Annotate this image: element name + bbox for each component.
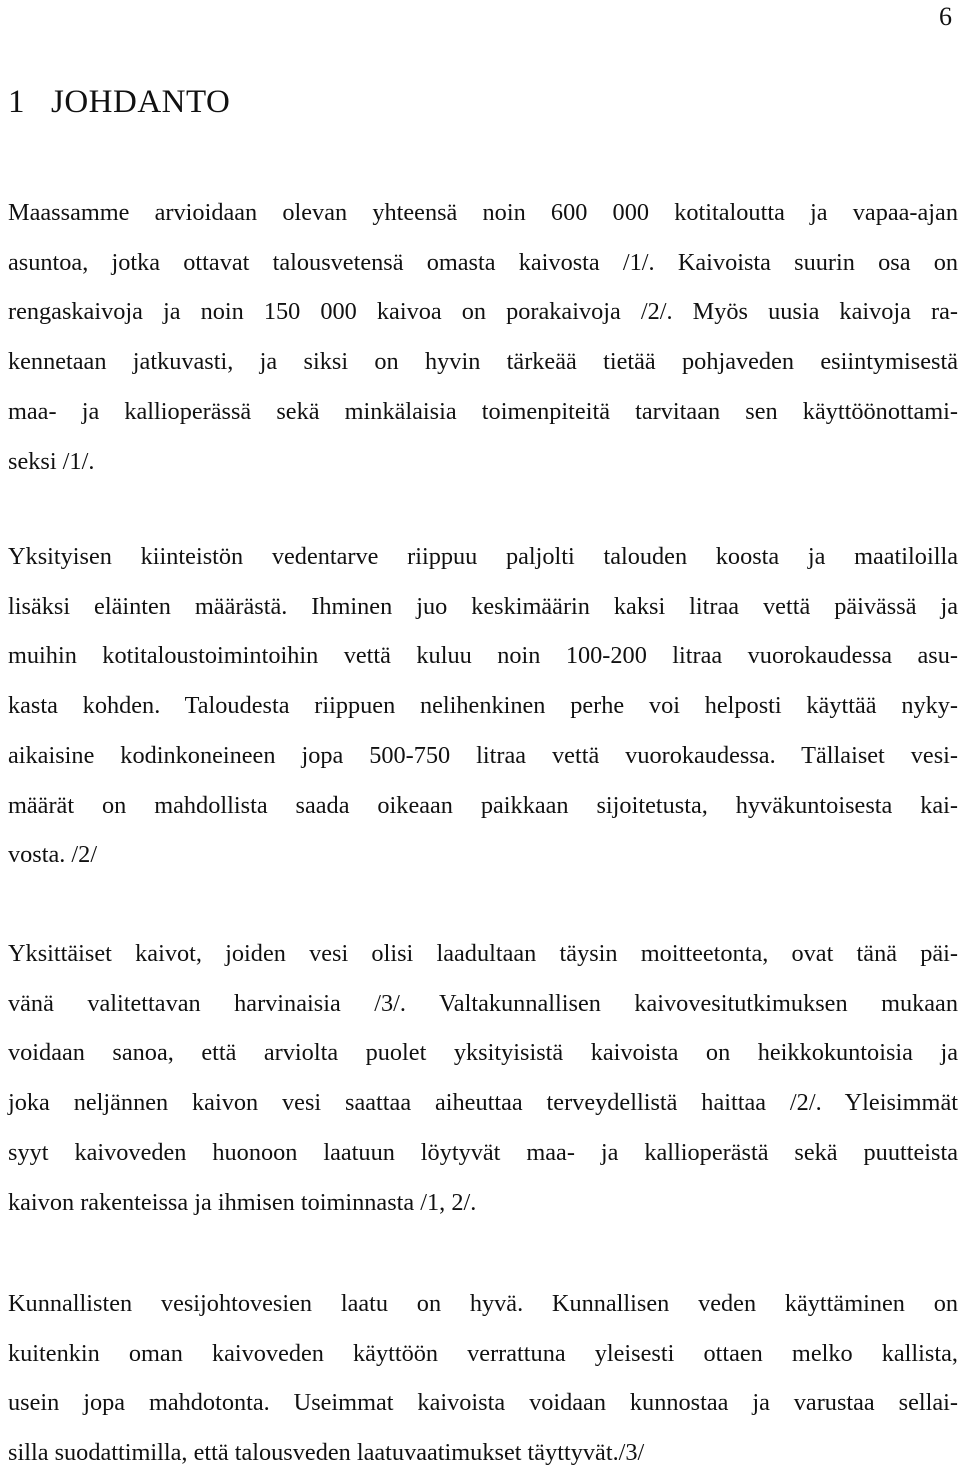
paragraph-2 [8,532,958,880]
text-line: Kunnallisten vesijohtovesien laatu on hyvä. Kunnallisen veden käyttäminen on [8,1290,958,1317]
text-line: Maassamme arvioidaan olevan yhteensä noin 600 000 kotitaloutta ja vapaa-ajan [8,199,958,226]
text-line: syyt kaivoveden huonoon laatuun löytyvät maa- ja kallioperästä sekä puutteista [8,1138,958,1166]
text-line: voidaan sanoa, että arviolta puolet yksityisistä kaivoista on heikkokuntoisia ja [8,1039,958,1067]
text-line: aikaisine kodinkoneineen jopa 500-750 litraa vettä vuorokaudessa. Tällaiset vesi- [8,741,958,769]
text-line: lisäksi eläinten määrästä. Ihminen juo keskimäärin kaksi litraa vettä päivässä ja [8,592,958,620]
chapter-number: 1 [8,84,25,120]
text-line: silla suodattimilla, että talousveden laatuvaatimukset täyttyvät./3/ [8,1439,645,1467]
paragraph-4 [8,1279,958,1478]
text-line: joka neljännen kaivon vesi saattaa aiheuttaa terveydellistä haittaa /2/. Yleisimmät [8,1089,958,1117]
text-line: maa- ja kallioperässä sekä minkälaisia toimenpiteitä tarvitaan sen käyttöönottami- [8,397,958,425]
text-line: vänä valitettavan harvinaisia /3/. Valtakunnallisen kaivovesitutkimuksen mukaan [8,989,958,1017]
text-line: vosta. /2/ [8,841,98,869]
text-line: Yksityisen kiinteistön vedentarve riippuu paljolti talouden koosta ja maatiloilla [8,543,958,570]
paragraph-1 [8,188,958,486]
text-line: asuntoa, jotka ottavat talousvetensä omasta kaivosta /1/. Kaivoista suurin osa on [8,248,958,276]
text-line: määrät on mahdollista saada oikeaan paikkaan sijoitetusta, hyväkuntoisesta kai- [8,791,958,819]
text-line: Yksittäiset kaivot, joiden vesi olisi laadultaan täysin moitteetonta, ovat tänä päi- [8,940,958,967]
page-number: 6 [939,2,952,31]
chapter-title: JOHDANTO [51,84,231,120]
text-line: seksi /1/. [8,447,95,475]
text-line: usein jopa mahdotonta. Useimmat kaivoista voidaan kunnostaa ja varustaa sellai- [8,1389,958,1417]
chapter-heading [8,82,230,122]
text-line: kennetaan jatkuvasti, ja siksi on hyvin tärkeää tietää pohjaveden esiintymisestä [8,348,958,376]
text-line: kasta kohden. Taloudesta riippuen nelihenkinen perhe voi helposti käyttää nyky- [8,692,958,720]
paragraph-3 [8,929,958,1227]
text-line: muihin kotitaloustoimintoihin vettä kuluu noin 100-200 litraa vuorokaudessa asu- [8,642,958,670]
text-line: kaivon rakenteissa ja ihmisen toiminnasta /1, 2/. [8,1188,477,1216]
text-line: rengaskaivoja ja noin 150 000 kaivoa on porakaivoja /2/. Myös uusia kaivoja ra- [8,298,958,326]
text-line: kuitenkin oman kaivoveden käyttöön verrattuna yleisesti ottaen melko kallista, [8,1339,958,1367]
